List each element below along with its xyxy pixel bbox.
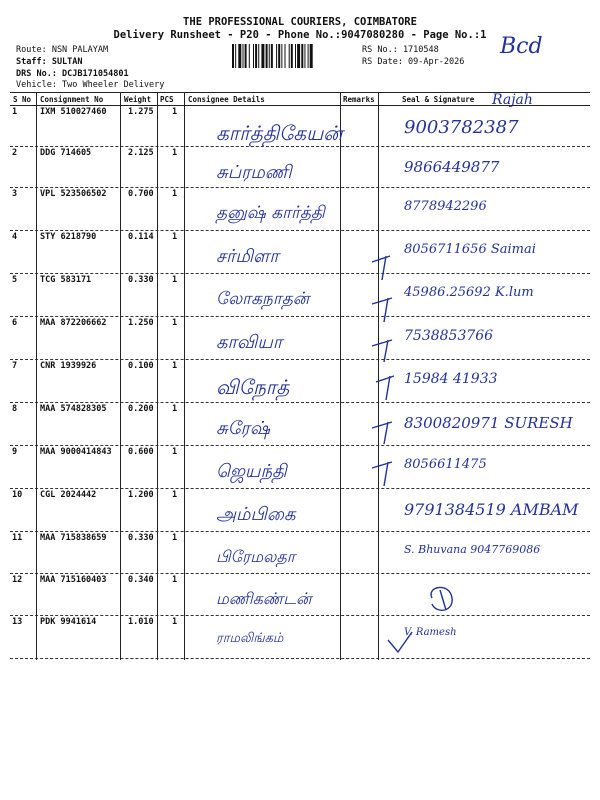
rs-date: RS Date: 09-Apr-2026 <box>362 57 465 67</box>
row-pcs: 1 <box>172 189 178 199</box>
row-consignee-handwritten: லோகநாதன் <box>216 289 310 309</box>
row-weight: 0.114 <box>128 232 154 242</box>
row-consignee-handwritten: சர்மிளா <box>216 246 279 267</box>
row-signature-handwritten: 15984 41933 <box>404 371 498 387</box>
tick-mark <box>372 256 390 280</box>
row-sno: 8 <box>12 404 18 414</box>
row-signature-handwritten: 8778942296 <box>404 199 487 214</box>
row-consignee-handwritten: பிரேமலதா <box>216 547 296 566</box>
handwritten-name: Rajah <box>492 92 533 108</box>
row-weight: 1.010 <box>128 617 154 627</box>
row-consignee-handwritten: ஜெயந்தி <box>216 461 287 482</box>
row-weight: 0.600 <box>128 447 154 457</box>
row-consignment-no: TCG 583171 <box>40 275 92 285</box>
row-weight: 0.330 <box>128 275 154 285</box>
row-sno: 9 <box>12 447 18 457</box>
row-signature-handwritten: V. Ramesh <box>404 627 457 638</box>
row-weight: 1.275 <box>128 107 154 117</box>
row-consignment-no: MAA 715160403 <box>40 575 107 585</box>
row-sno: 4 <box>12 232 18 242</box>
col-signature: Seal & Signature <box>402 95 475 104</box>
row-signature-handwritten: 9866449877 <box>404 158 500 176</box>
row-sno: 1 <box>12 107 18 117</box>
stamp-scribble <box>431 587 452 610</box>
row-consignment-no: STY 6218790 <box>40 232 97 242</box>
drs-number: DRS No.: DCJB171054801 <box>16 69 129 79</box>
row-signature-handwritten: S. Bhuvana 9047769086 <box>404 543 541 556</box>
row-pcs: 1 <box>172 232 178 242</box>
row-pcs: 1 <box>172 447 178 457</box>
col-consignment: Consignment No <box>40 95 104 104</box>
col-sno: S No <box>13 95 32 104</box>
row-pcs: 1 <box>172 575 178 585</box>
row-sno: 6 <box>12 318 18 328</box>
company-title: THE PROFESSIONAL COURIERS, COIMBATORE <box>183 16 417 28</box>
row-weight: 0.100 <box>128 361 154 371</box>
row-signature-handwritten: 7538853766 <box>404 328 494 344</box>
row-pcs: 1 <box>172 275 178 285</box>
row-consignment-no: PDK 9941614 <box>40 617 97 627</box>
row-sno: 12 <box>12 575 23 585</box>
row-consignee-handwritten: சுரேஷ் <box>216 418 270 439</box>
row-pcs: 1 <box>172 533 178 543</box>
row-signature-handwritten: 8056611475 <box>404 457 487 472</box>
row-signature-handwritten: 45986.25692 K.lum <box>404 285 534 300</box>
row-consignment-no: DDG 714605 <box>40 148 92 158</box>
row-pcs: 1 <box>172 490 178 500</box>
row-weight: 1.200 <box>128 490 154 500</box>
col-remarks: Remarks <box>343 95 375 104</box>
row-sno: 11 <box>12 533 23 543</box>
row-sno: 7 <box>12 361 18 371</box>
col-weight: Weight <box>124 95 152 104</box>
col-pcs: PCS <box>160 95 174 104</box>
row-consignment-no: MAA 574828305 <box>40 404 107 414</box>
row-consignment-no: VPL 523506502 <box>40 189 107 199</box>
tick-mark <box>376 376 394 400</box>
row-pcs: 1 <box>172 404 178 414</box>
row-signature-handwritten: 9003782387 <box>404 117 519 138</box>
vehicle-label: Vehicle: Two Wheeler Delivery <box>16 80 165 90</box>
handwritten-code: Bcd <box>500 34 543 59</box>
row-pcs: 1 <box>172 617 178 627</box>
row-sno: 3 <box>12 189 18 199</box>
row-consignee-handwritten: மணிகண்டன் <box>216 589 312 608</box>
row-signature-handwritten: 8300820971 SURESH <box>404 414 573 432</box>
row-weight: 0.700 <box>128 189 154 199</box>
row-consignee-handwritten: அம்பிகை <box>216 504 296 525</box>
row-weight: 1.250 <box>128 318 154 328</box>
tick-mark <box>372 462 392 486</box>
row-consignment-no: MAA 715838659 <box>40 533 107 543</box>
row-consignee-handwritten: காவியா <box>216 332 283 353</box>
tick-mark <box>372 340 392 362</box>
route-label: Route: NSN PALAYAM <box>16 45 109 55</box>
tick-mark <box>372 422 392 444</box>
row-consignee-handwritten: ராமலிங்கம் <box>216 631 284 646</box>
row-consignment-no: CGL 2024442 <box>40 490 97 500</box>
row-consignment-no: CNR 1939926 <box>40 361 97 371</box>
row-consignee-handwritten: விநோத் <box>216 375 290 399</box>
row-weight: 0.330 <box>128 533 154 543</box>
tick-mark <box>388 632 412 652</box>
row-weight: 0.340 <box>128 575 154 585</box>
row-sno: 10 <box>12 490 23 500</box>
row-signature-handwritten: 9791384519 AMBAM <box>404 500 579 519</box>
row-pcs: 1 <box>172 361 178 371</box>
row-sno: 2 <box>12 148 18 158</box>
row-consignee-handwritten: தனுஷ் கார்த்தி <box>216 203 325 223</box>
runsheet-title: Delivery Runsheet - P20 - Phone No.:9047080280 - Page No.:1 <box>113 29 487 41</box>
row-pcs: 1 <box>172 107 178 117</box>
staff-label: Staff: SULTAN <box>16 57 83 67</box>
row-sno: 13 <box>12 617 23 627</box>
row-pcs: 1 <box>172 318 178 328</box>
row-sno: 5 <box>12 275 18 285</box>
row-weight: 0.200 <box>128 404 154 414</box>
rs-number: RS No.: 1710548 <box>362 45 439 55</box>
row-consignee-handwritten: கார்த்திகேயன் <box>216 121 343 145</box>
tick-mark <box>372 298 392 322</box>
row-consignment-no: MAA 9000414843 <box>40 447 112 457</box>
row-consignee-handwritten: சுப்ரமணி <box>216 162 292 183</box>
row-consignment-no: IXM 510027460 <box>40 107 107 117</box>
col-consignee: Consignee Details <box>188 95 265 104</box>
row-weight: 2.125 <box>128 148 154 158</box>
row-consignment-no: MAA 872206662 <box>40 318 107 328</box>
row-signature-handwritten: 8056711656 Saimai <box>404 242 536 257</box>
row-pcs: 1 <box>172 148 178 158</box>
